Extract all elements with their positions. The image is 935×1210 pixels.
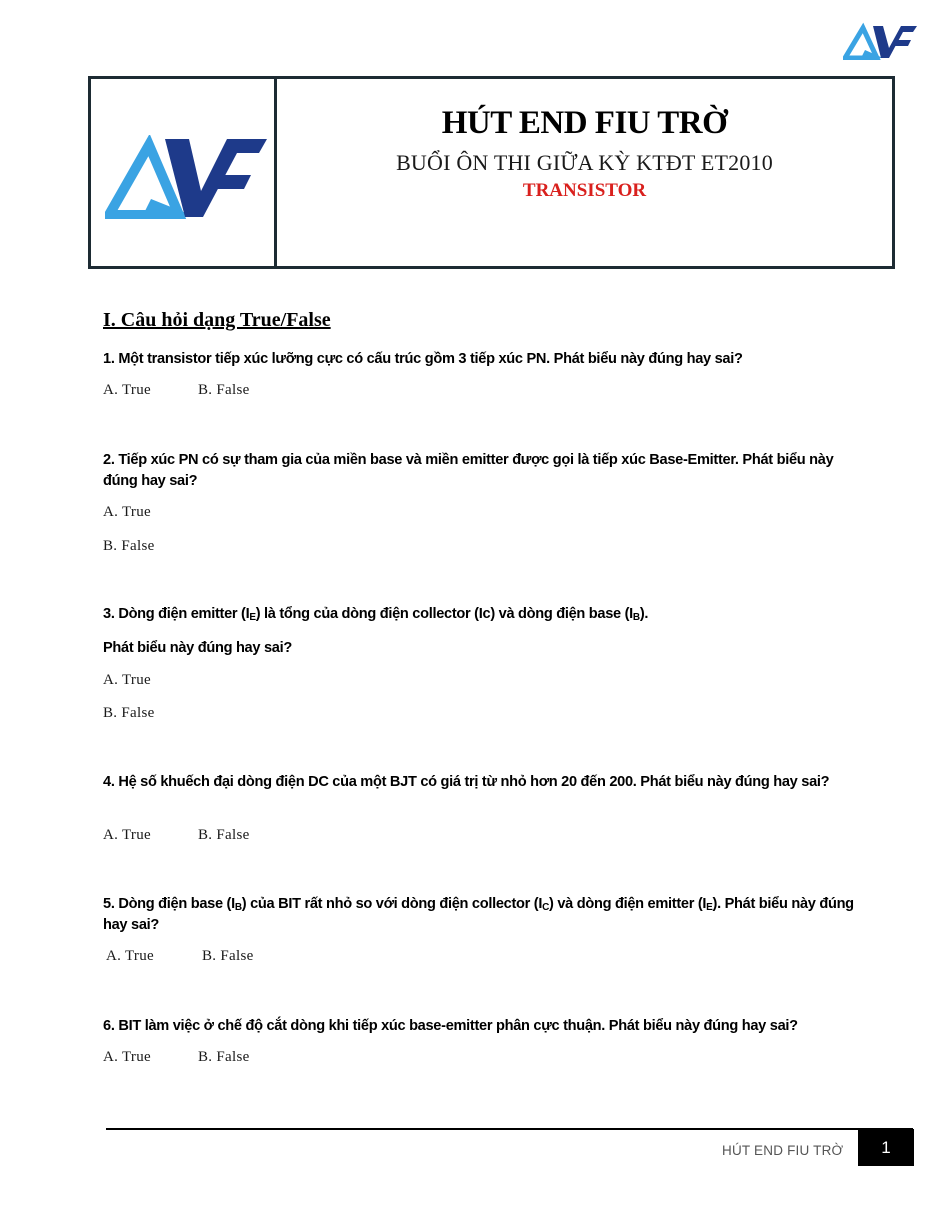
document-topic: TRANSISTOR — [522, 180, 647, 201]
question-6: 6. BIT làm việc ở chế độ cắt dòng khi tiếp xúc base-emitter phân cực thuận. Phát biểu này đúng hay sai? — [103, 1018, 798, 1034]
question-4-option-a: A. True — [103, 827, 151, 843]
question-5-option-b: B. False — [202, 948, 254, 964]
question-3-option-a: A. True — [103, 672, 151, 688]
header-text — [277, 79, 892, 202]
question-4-option-b: B. False — [198, 827, 250, 843]
question-4: 4. Hệ số khuếch đại dòng điện DC của một BJT có giá trị từ nhỏ hơn 20 đến 200. Phát biểu này đúng hay sai? — [103, 774, 830, 790]
question-2-option-b: B. False — [103, 538, 155, 554]
footer-text: HÚT END FIU TRỜ — [722, 1143, 844, 1158]
question-6-option-a: A. True — [103, 1049, 151, 1065]
question-5-option-a: A. True — [106, 948, 154, 964]
question-6-option-b: B. False — [198, 1049, 250, 1065]
question-3-line-1: 3. Dòng điện emitter $(I_E)$ là tổng của dòng điện collector (Ic) và dòng điện base $(I_B)$. — [103, 606, 649, 623]
section-heading: I. Câu hỏi dạng True/False — [103, 309, 331, 331]
document-subtitle: BUỔI ÔN THI GIỮA KỲ KTĐT ET2010 — [396, 150, 773, 175]
header-box — [88, 76, 895, 269]
document-title: HÚT END FIU TRỜ — [441, 105, 728, 141]
question-2-option-a: A. True — [103, 504, 151, 520]
top-logo-icon — [843, 20, 917, 60]
question-1-option-a: A. True — [103, 382, 151, 398]
question-1: 1. Một transistor tiếp xúc lưỡng cực có cấu trúc gồm 3 tiếp xúc PN. Phát biểu này đúng hay sai? — [103, 351, 743, 367]
question-5: 5. Dòng điện base $(I_B)$ của BIT rất nhỏ so với dòng điện collector $(I_C)$ và dòng điện emitter $(I_E)$. Phát biểu này đúng hay sai? — [103, 896, 854, 933]
question-3-line-2: Phát biểu này đúng hay sai? — [103, 640, 292, 656]
page-number: 1 — [858, 1129, 914, 1166]
question-3-option-b: B. False — [103, 705, 155, 721]
af-logo-icon — [105, 135, 269, 219]
footer-divider — [106, 1128, 913, 1130]
question-1-option-b: B. False — [198, 382, 250, 398]
question-2: 2. Tiếp xúc PN có sự tham gia của miền base và miền emitter được gọi là tiếp xúc Base-Emitter. Phát biểu này đúng hay sai? — [103, 452, 834, 489]
